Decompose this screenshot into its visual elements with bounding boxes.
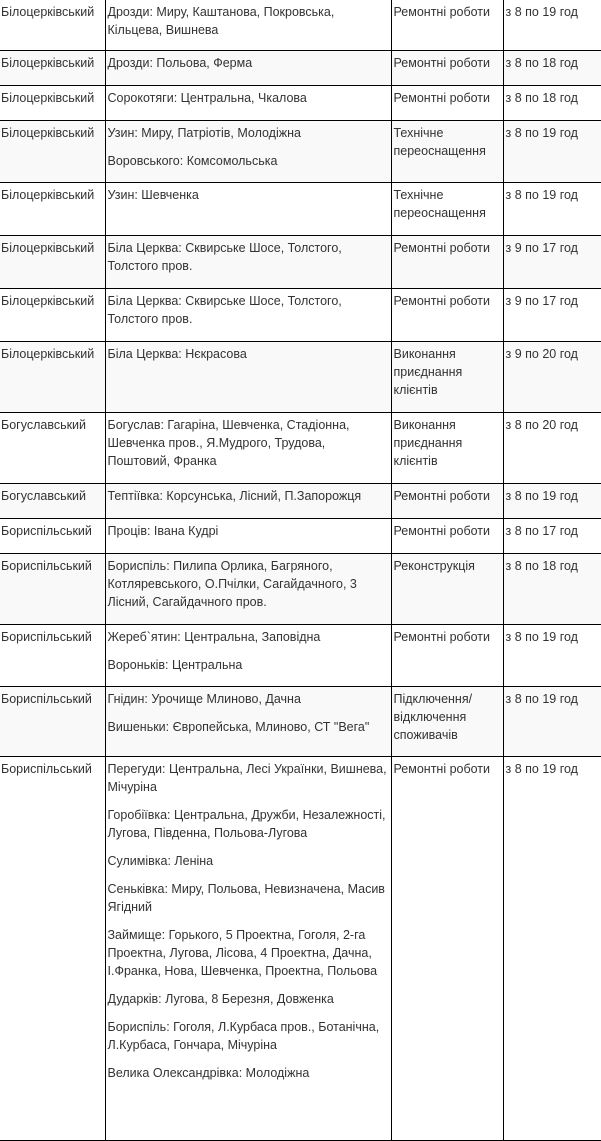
street-line: Бориспіль: Пилипа Орлика, Багряного, Котляревського, О.Пчілки, Сагайдачного, 3 Лісний, Сагайдачного пров. — [107, 559, 357, 609]
streets-cell — [105, 484, 391, 519]
streets-cell — [105, 554, 391, 625]
district-cell: Білоцерківський — [0, 342, 105, 413]
streets-cell — [105, 687, 391, 757]
time-cell: з 8 по 19 год — [503, 484, 601, 519]
streets-cell — [105, 183, 391, 236]
street-line: Вишеньки: Європейська, Млиново, СТ "Вега" — [107, 720, 370, 734]
time-cell: з 8 по 19 год — [503, 121, 601, 183]
streets-cell — [105, 236, 391, 289]
street-line: Біла Церква: Сквирське Шосе, Толстого, Толстого пров. — [107, 241, 342, 273]
streets-cell — [105, 51, 391, 86]
street-line: Гнідин: Урочище Млиново, Дачна — [107, 692, 301, 706]
district-cell: Бориспільський — [0, 757, 105, 1141]
streets-cell — [105, 0, 391, 51]
table-row — [0, 0, 601, 51]
streets-cell — [105, 757, 391, 1141]
street-line: Тептіївка: Корсунська, Лісний, П.Запорожця — [107, 489, 362, 503]
time-cell: з 8 по 18 год — [503, 554, 601, 625]
work-type-cell: Ремонтні роботи — [391, 51, 503, 86]
street-line: Займище: Горького, 5 Проектна, Гоголя, 2-га Проектна, Лугова, Лісова, 4 Проектна, Дачна, І.Франка, Нова, Шевченка, Проектна, Польова — [107, 928, 378, 978]
street-line: Сулимівка: Леніна — [107, 854, 214, 868]
district-cell: Білоцерківський — [0, 236, 105, 289]
time-cell: з 8 по 19 год — [503, 757, 601, 1141]
table-row — [0, 342, 601, 413]
time-cell: з 9 по 20 год — [503, 342, 601, 413]
district-cell: Білоцерківський — [0, 121, 105, 183]
district-cell: Бориспільський — [0, 625, 105, 687]
streets-cell — [105, 86, 391, 121]
street-line: Узин: Шевченка — [107, 188, 199, 202]
work-type-cell: Підключення/ відключення споживачів — [391, 687, 503, 757]
district-cell: Білоцерківський — [0, 183, 105, 236]
table-row — [0, 183, 601, 236]
district-cell: Білоцерківський — [0, 51, 105, 86]
table-row — [0, 687, 601, 757]
street-line: Горобіївка: Центральна, Дружби, Незалежності, Лугова, Південна, Польова-Лугова — [107, 808, 386, 840]
street-line: Біла Церква: Нєкрасова — [107, 347, 247, 361]
streets-cell — [105, 121, 391, 183]
work-type-cell: Ремонтні роботи — [391, 289, 503, 342]
table-row — [0, 413, 601, 484]
table-row — [0, 519, 601, 554]
table-row — [0, 236, 601, 289]
street-line: Біла Церква: Сквирське Шосе, Толстого, Толстого пров. — [107, 294, 342, 326]
district-cell: Богуславський — [0, 413, 105, 484]
streets-cell — [105, 519, 391, 554]
table-row — [0, 289, 601, 342]
work-type-cell: Ремонтні роботи — [391, 625, 503, 687]
table-row — [0, 554, 601, 625]
work-type-cell: Ремонтні роботи — [391, 757, 503, 1141]
street-line: Бориспіль: Гоголя, Л.Курбаса пров., Ботанічна, Л.Курбаса, Гончара, Мічуріна — [107, 1020, 380, 1052]
street-line: Вороньків: Центральна — [107, 658, 243, 672]
time-cell: з 8 по 19 год — [503, 625, 601, 687]
streets-cell — [105, 625, 391, 687]
work-type-cell: Ремонтні роботи — [391, 236, 503, 289]
time-cell: з 8 по 19 год — [503, 183, 601, 236]
street-line: Воровського: Комсомольська — [107, 154, 278, 168]
work-type-cell: Ремонтні роботи — [391, 519, 503, 554]
street-line: Жереб`ятин: Центральна, Заповідна — [107, 630, 321, 644]
time-cell: з 8 по 18 год — [503, 51, 601, 86]
time-cell: з 8 по 19 год — [503, 0, 601, 51]
streets-cell — [105, 289, 391, 342]
table-row — [0, 484, 601, 519]
work-type-cell: Технічне переоснащення — [391, 121, 503, 183]
work-type-cell: Технічне переоснащення — [391, 183, 503, 236]
district-cell: Бориспільський — [0, 519, 105, 554]
street-line: Дрозди: Польова, Ферма — [107, 56, 253, 70]
work-type-cell: Ремонтні роботи — [391, 484, 503, 519]
district-cell: Бориспільський — [0, 554, 105, 625]
street-line: Узин: Миру, Патріотів, Молодіжна — [107, 126, 301, 140]
street-line: Проців: Івана Кудрі — [107, 524, 219, 538]
time-cell: з 9 по 17 год — [503, 236, 601, 289]
time-cell: з 8 по 18 год — [503, 86, 601, 121]
streets-cell — [105, 342, 391, 413]
district-cell: Бориспільський — [0, 687, 105, 757]
time-cell: з 8 по 20 год — [503, 413, 601, 484]
street-line: Сорокотяги: Центральна, Чкалова — [107, 91, 307, 105]
work-type-cell: Ремонтні роботи — [391, 86, 503, 121]
street-line: Перегуди: Центральна, Лесі Українки, Вишнева, Мічуріна — [107, 762, 387, 794]
district-cell: Богуславський — [0, 484, 105, 519]
street-line: Велика Олександрівка: Молодіжна — [107, 1066, 310, 1080]
time-cell: з 9 по 17 год — [503, 289, 601, 342]
district-cell: Білоцерківський — [0, 289, 105, 342]
work-type-cell: Ремонтні роботи — [391, 0, 503, 51]
street-line: Дударків: Лугова, 8 Березня, Довженка — [107, 992, 334, 1006]
table-row — [0, 121, 601, 183]
street-line: Дрозди: Миру, Каштанова, Покровська, Кільцева, Вишнева — [107, 5, 335, 37]
street-line: Богуслав: Гагаріна, Шевченка, Стадіонна, Шевченка пров., Я.Мудрого, Трудова, Поштовий, Франка — [107, 418, 350, 468]
table-row — [0, 757, 601, 1141]
work-type-cell: Виконання приєднання клієнтів — [391, 413, 503, 484]
work-type-cell: Реконструкція — [391, 554, 503, 625]
time-cell: з 8 по 17 год — [503, 519, 601, 554]
work-type-cell: Виконання приєднання клієнтів — [391, 342, 503, 413]
streets-cell — [105, 413, 391, 484]
district-cell: Білоцерківський — [0, 86, 105, 121]
table-row — [0, 51, 601, 86]
street-line: Сеньківка: Миру, Польова, Невизначена, Масив Ягідний — [107, 882, 385, 914]
time-cell: з 8 по 19 год — [503, 687, 601, 757]
table-row — [0, 625, 601, 687]
table-row — [0, 86, 601, 121]
district-cell: Білоцерківський — [0, 0, 105, 51]
